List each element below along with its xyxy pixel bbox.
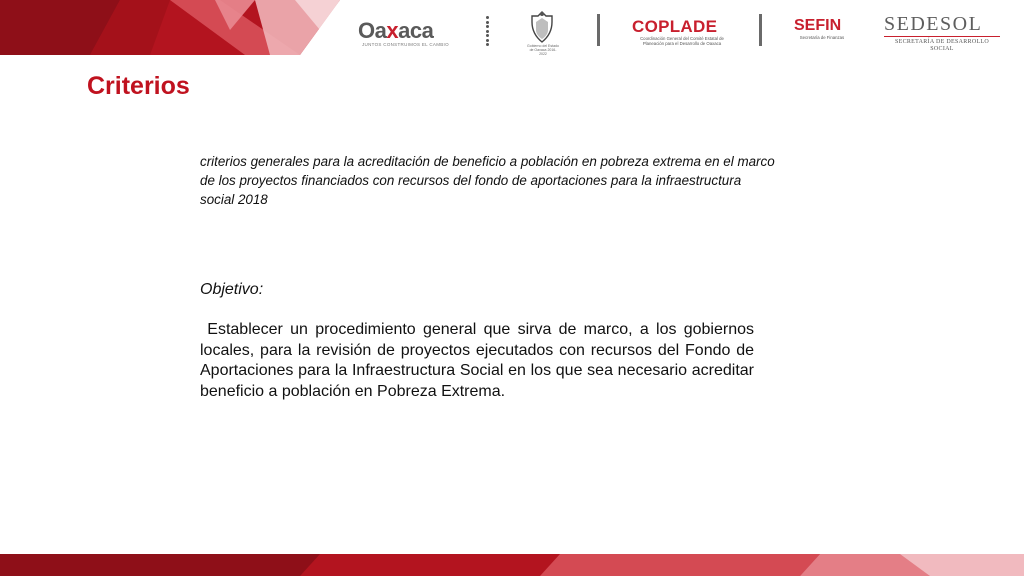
logo-divider: [597, 14, 600, 46]
oaxaca-wordmark: Oaxaca: [358, 18, 434, 43]
coplade-wordmark: COPLADE: [632, 17, 718, 36]
logo-divider: [759, 14, 762, 46]
slide-title: Criterios: [87, 72, 190, 100]
header-banner: [0, 0, 340, 55]
sedesol-subtitle: SECRETARÍA DE DESARROLLO SOCIAL: [894, 39, 990, 52]
footer-banner: [0, 554, 1024, 576]
dotted-divider: [484, 16, 490, 46]
sefin-subtitle: Secretaría de Finanzas: [799, 35, 845, 40]
sefin-wordmark: SEFIN: [794, 17, 842, 34]
oaxaca-tagline: JUNTOS CONSTRUIMOS EL CAMBIO: [362, 42, 449, 47]
state-seal-caption: Gobierno del Estado de Oaxaca 2016-2022: [527, 44, 559, 57]
sedesol-rule: [884, 36, 1000, 37]
coplade-subtitle: Coordinación General del Comité Estatal de Planeación para el Desarrollo de Oaxaca: [640, 36, 724, 47]
objective-label: Objetivo:: [200, 281, 264, 298]
logos-bar: [350, 8, 1010, 57]
sedesol-wordmark: SEDESOL: [884, 13, 983, 35]
objective-text: Establecer un procedimiento general que sirva de marco, a los gobiernos locales, para la revisión de proyectos ejecutados con recursos del Fondo de Aportaciones para la Infraestructura Social en los que sea necesario acreditar beneficio a población en Pobreza Extrema.: [200, 321, 759, 400]
slide-subtitle: criterios generales para la acreditación de beneficio a población en pobreza extrema en el marco de los proyectos financiados con recursos del fondo de aportaciones para la infraestructura social 2018: [200, 154, 775, 207]
